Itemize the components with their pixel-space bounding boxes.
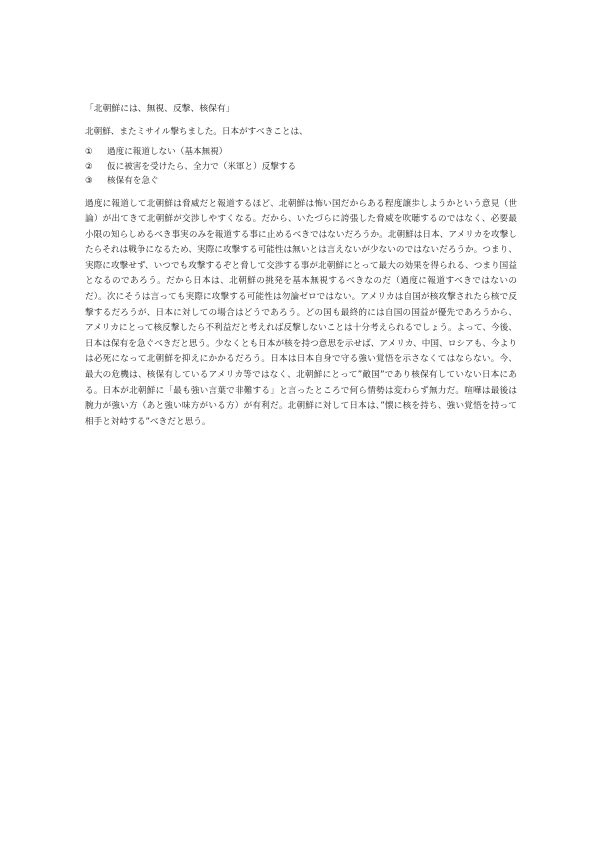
list-item-text: 仮に被害を受けたら、全力で（米軍と）反撃する	[107, 161, 297, 172]
list-marker: ③	[85, 176, 93, 186]
list-item	[85, 161, 517, 176]
intro-paragraph: 北朝鮮、またミサイル撃ちました。日本がすべきことは、	[85, 127, 308, 137]
point-list	[85, 146, 517, 190]
list-item-text: 核保有を急ぐ	[107, 176, 159, 186]
list-marker: ②	[85, 161, 93, 172]
document-content	[85, 103, 517, 430]
list-item	[85, 146, 517, 161]
list-item-text: 過度に報道しない（基本無視）	[107, 147, 228, 157]
body-paragraph: 過度に報道して北朝鮮は脅威だと報道するほど、北朝鮮は怖い国だからある程度譲歩しようかという意見（世論）が出てきて北朝鮮が交渉しやすくなる。だから、いたづらに誇張した脅威を吹聴するのではなく、必要最小限の知らしめるべき事実のみを報道する事に止めるべきではないだろうか。北朝鮮は日本、アメリカを攻撃したらそれは戦争になるため、実際に攻撃する可能性は無いとは言えないが少ないのではないだろうか。つまり、実際に攻撃せず、いつでも攻撃するぞと脅して交渉する事が北朝鮮にとって最大の効果を得られる、つまり国益となるのであろう。だから日本は、北朝鮮の挑発を基本無視するべきなのだ（過度に報道すべきではないのだ）。次にそうは言っても実際に攻撃する可能性は勿論ゼロではない。アメリカは自国が核攻撃されたら核で反撃するだろうが、日本に対しての場合はどうであろう。どの国も最終的には自国の国益が優先であろうから、アメリカにとって核反撃したら不利益だと考えれば反撃しないことは十分考えられるでしょう。よって、今後、日本は保有を急ぐべきだと思う。少なくとも日本が核を持つ意思を示せば、アメリカ、中国、ロシアも、今よりは必死になって北朝鮮を抑えにかかるだろう。日本は日本自身で守る強い覚悟を示さなくてはならない。今、最大の危機は、核保有しているアメリカ等ではなく、北朝鮮にとって”敵国”であり核保有していない日本にある。日本が北朝鮮に「最も強い言葉で非難する」と言ったところで何ら情勢は変わらず無力だ。喧嘩は最後は腕力が強い方（あと強い味方がいる方）が有利だ。北朝鮮に対して日本は、”懐に核を持ち、強い覚悟を持って相手と対峙する”べきだと思う。	[85, 198, 517, 427]
list-item	[85, 175, 517, 190]
list-marker: ①	[85, 147, 93, 157]
document-title: 「北朝鮮には、無視、反撃、核保有」	[85, 104, 235, 114]
